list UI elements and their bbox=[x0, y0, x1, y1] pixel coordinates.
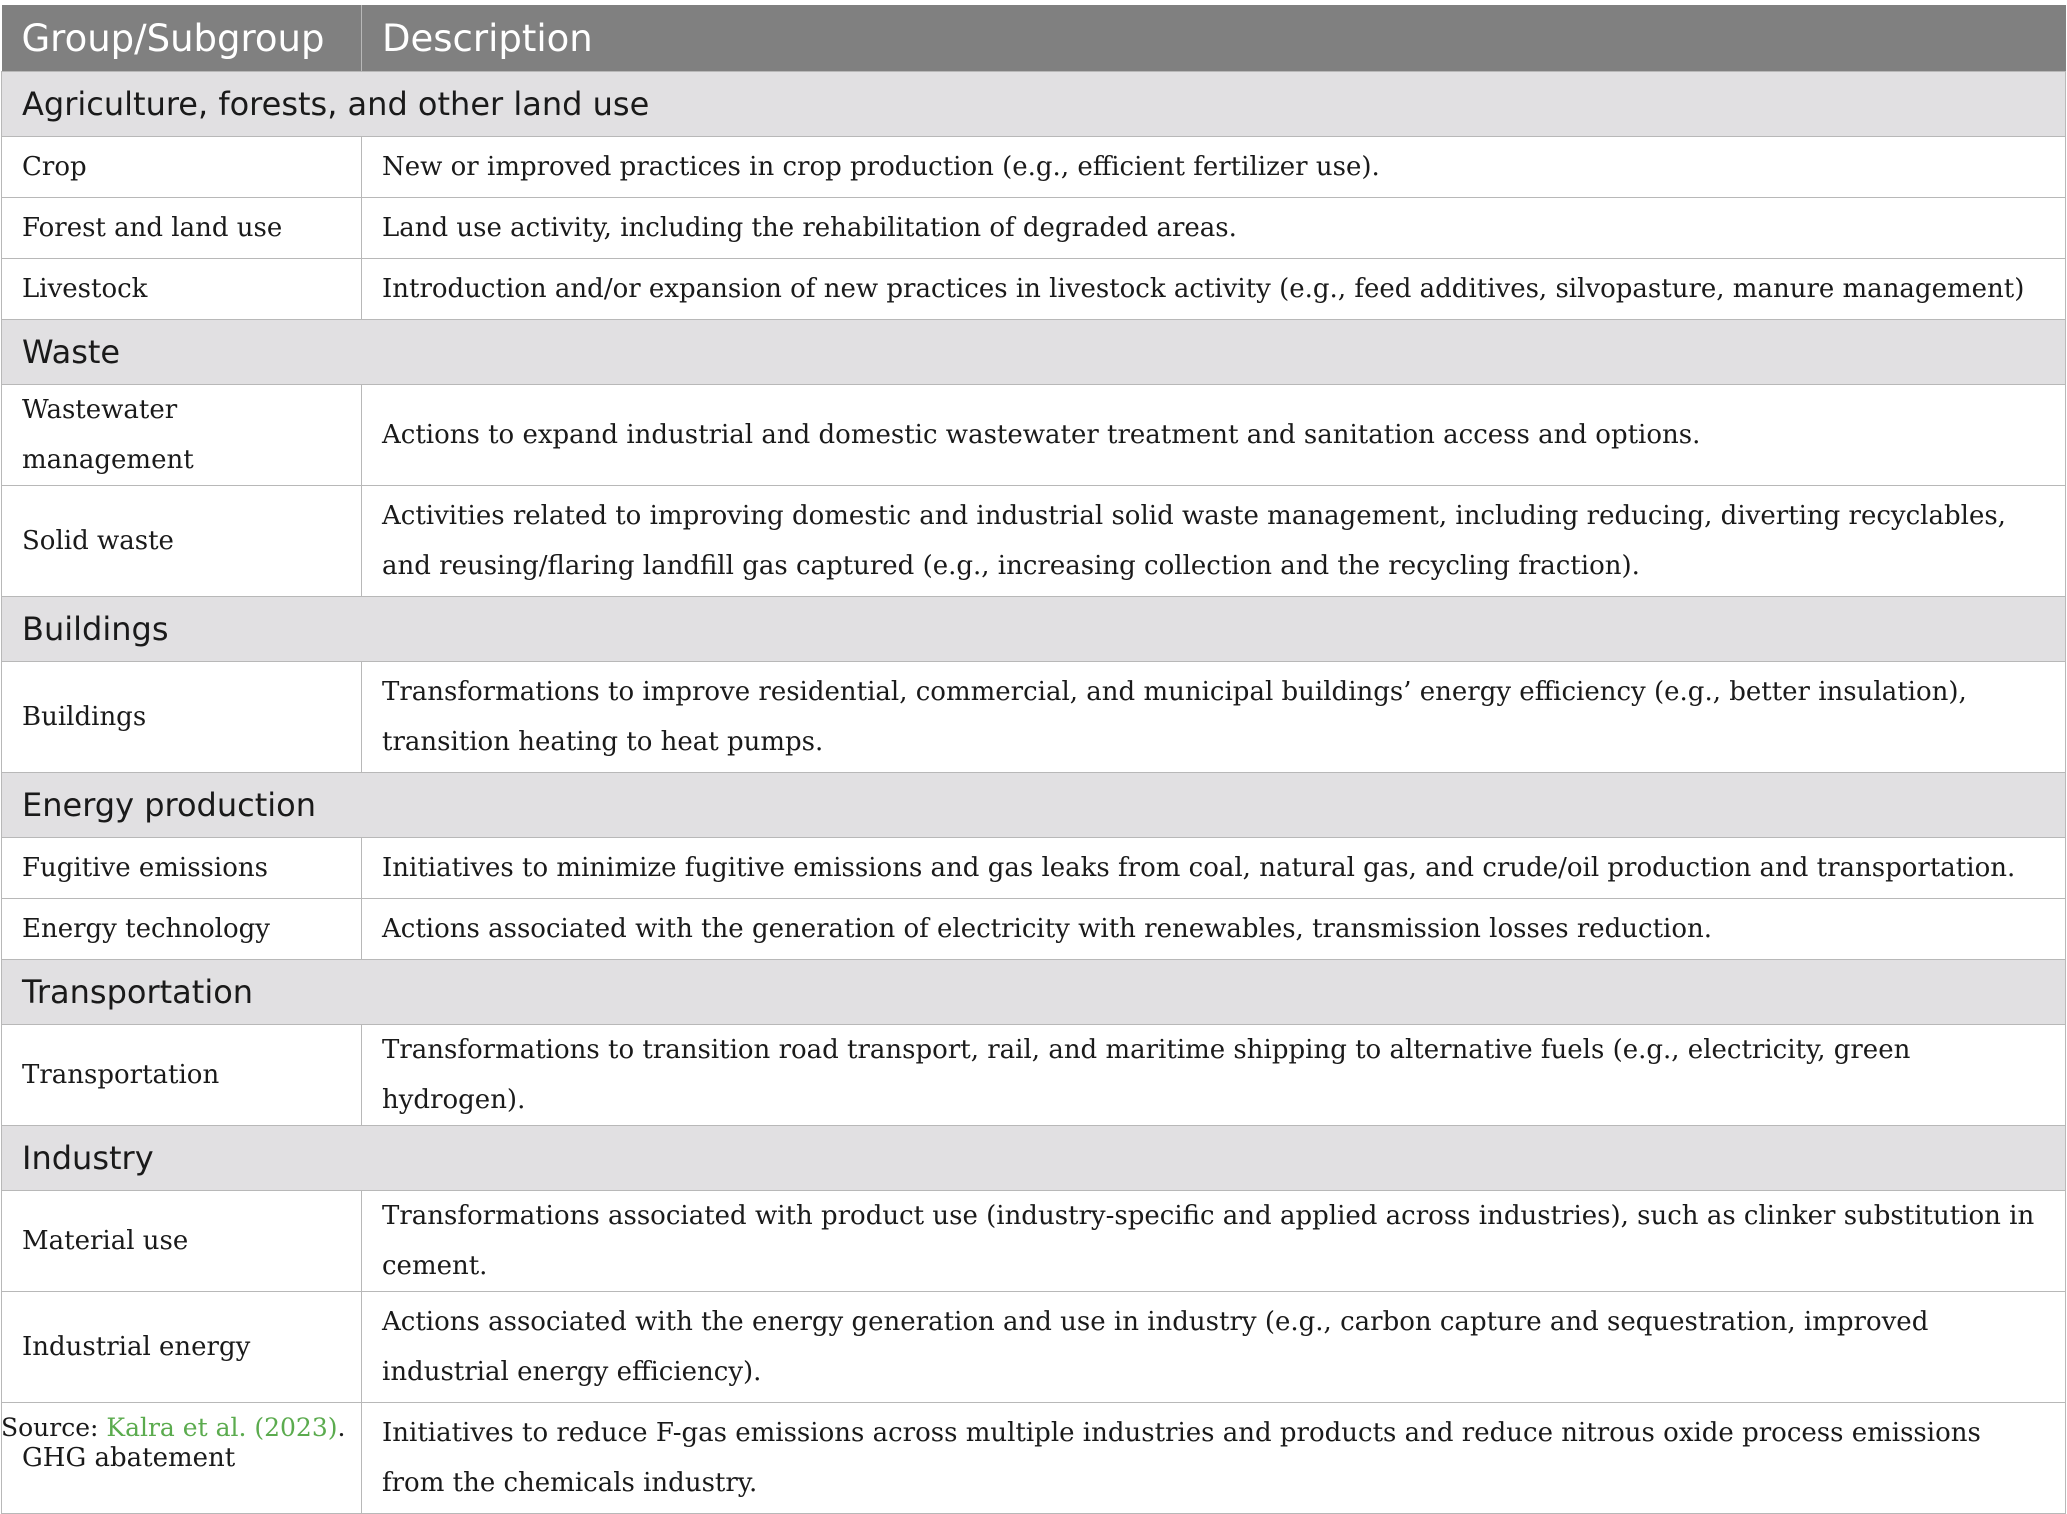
group-title: Agriculture, forests, and other land use bbox=[2, 72, 2066, 137]
description-cell: Transformations associated with product use (industry-specific and applied across industries), such as clinker substitution in cement. bbox=[362, 1191, 2066, 1292]
table-row bbox=[2, 899, 2066, 960]
table-row bbox=[2, 1191, 2066, 1292]
table-row bbox=[2, 486, 2066, 597]
source-suffix: . bbox=[337, 1413, 346, 1442]
group-title: Transportation bbox=[2, 960, 2066, 1025]
description-cell: Transformations to transition road transport, rail, and maritime shipping to alternative fuels (e.g., electricity, green hydrogen). bbox=[362, 1025, 2066, 1126]
table-row bbox=[2, 662, 2066, 773]
subgroup-cell: Wastewater management bbox=[2, 385, 362, 486]
table-header-row bbox=[2, 5, 2066, 72]
group-row bbox=[2, 1126, 2066, 1191]
description-cell: Actions to expand industrial and domestic wastewater treatment and sanitation access and options. bbox=[362, 385, 2066, 486]
group-row bbox=[2, 597, 2066, 662]
table-row bbox=[2, 1292, 2066, 1403]
subgroup-cell: Transportation bbox=[2, 1025, 362, 1126]
description-cell: Initiatives to reduce F-gas emissions across multiple industries and products and reduce nitrous oxide process emissions from the chemicals industry. bbox=[362, 1403, 2066, 1514]
subgroup-cell: Material use bbox=[2, 1191, 362, 1292]
table-row bbox=[2, 137, 2066, 198]
table-row bbox=[2, 385, 2066, 486]
group-row bbox=[2, 773, 2066, 838]
description-cell: New or improved practices in crop production (e.g., efficient fertilizer use). bbox=[362, 137, 2066, 198]
table-row bbox=[2, 198, 2066, 259]
subgroup-cell: Energy technology bbox=[2, 899, 362, 960]
subgroup-cell: Buildings bbox=[2, 662, 362, 773]
source-note bbox=[1, 1413, 345, 1442]
subgroup-cell: Industrial energy bbox=[2, 1292, 362, 1403]
subgroup-cell: GHG abatement bbox=[2, 1403, 362, 1514]
source-citation-link[interactable]: Kalra et al. (2023) bbox=[106, 1413, 338, 1442]
source-label: Source: bbox=[1, 1413, 107, 1442]
group-row bbox=[2, 960, 2066, 1025]
table-row bbox=[2, 838, 2066, 899]
subgroup-cell: Livestock bbox=[2, 259, 362, 320]
description-cell: Introduction and/or expansion of new practices in livestock activity (e.g., feed additives, silvopasture, manure management) bbox=[362, 259, 2066, 320]
description-cell: Actions associated with the generation of electricity with renewables, transmission losses reduction. bbox=[362, 899, 2066, 960]
column-header-group-subgroup: Group/Subgroup bbox=[2, 5, 362, 72]
description-cell: Transformations to improve residential, commercial, and municipal buildings’ energy efficiency (e.g., better insulation), transition heating to heat pumps. bbox=[362, 662, 2066, 773]
data-table-container bbox=[1, 5, 2065, 1514]
description-cell: Actions associated with the energy generation and use in industry (e.g., carbon capture and sequestration, improved industrial energy efficiency). bbox=[362, 1292, 2066, 1403]
subgroup-cell: Crop bbox=[2, 137, 362, 198]
table-row bbox=[2, 259, 2066, 320]
group-row bbox=[2, 72, 2066, 137]
subgroup-cell: Solid waste bbox=[2, 486, 362, 597]
group-title: Energy production bbox=[2, 773, 2066, 838]
group-row bbox=[2, 320, 2066, 385]
description-cell: Land use activity, including the rehabilitation of degraded areas. bbox=[362, 198, 2066, 259]
group-title: Buildings bbox=[2, 597, 2066, 662]
description-cell: Initiatives to minimize fugitive emissions and gas leaks from coal, natural gas, and crude/oil production and transportation. bbox=[362, 838, 2066, 899]
group-title: Waste bbox=[2, 320, 2066, 385]
group-title: Industry bbox=[2, 1126, 2066, 1191]
data-table bbox=[1, 5, 2066, 1514]
column-header-description: Description bbox=[362, 5, 2066, 72]
description-cell: Activities related to improving domestic and industrial solid waste management, including reducing, diverting recyclables, and reusing/flaring landfill gas captured (e.g., increasing collection and the recycling fraction). bbox=[362, 486, 2066, 597]
subgroup-cell: Forest and land use bbox=[2, 198, 362, 259]
subgroup-cell: Fugitive emissions bbox=[2, 838, 362, 899]
table-row bbox=[2, 1025, 2066, 1126]
